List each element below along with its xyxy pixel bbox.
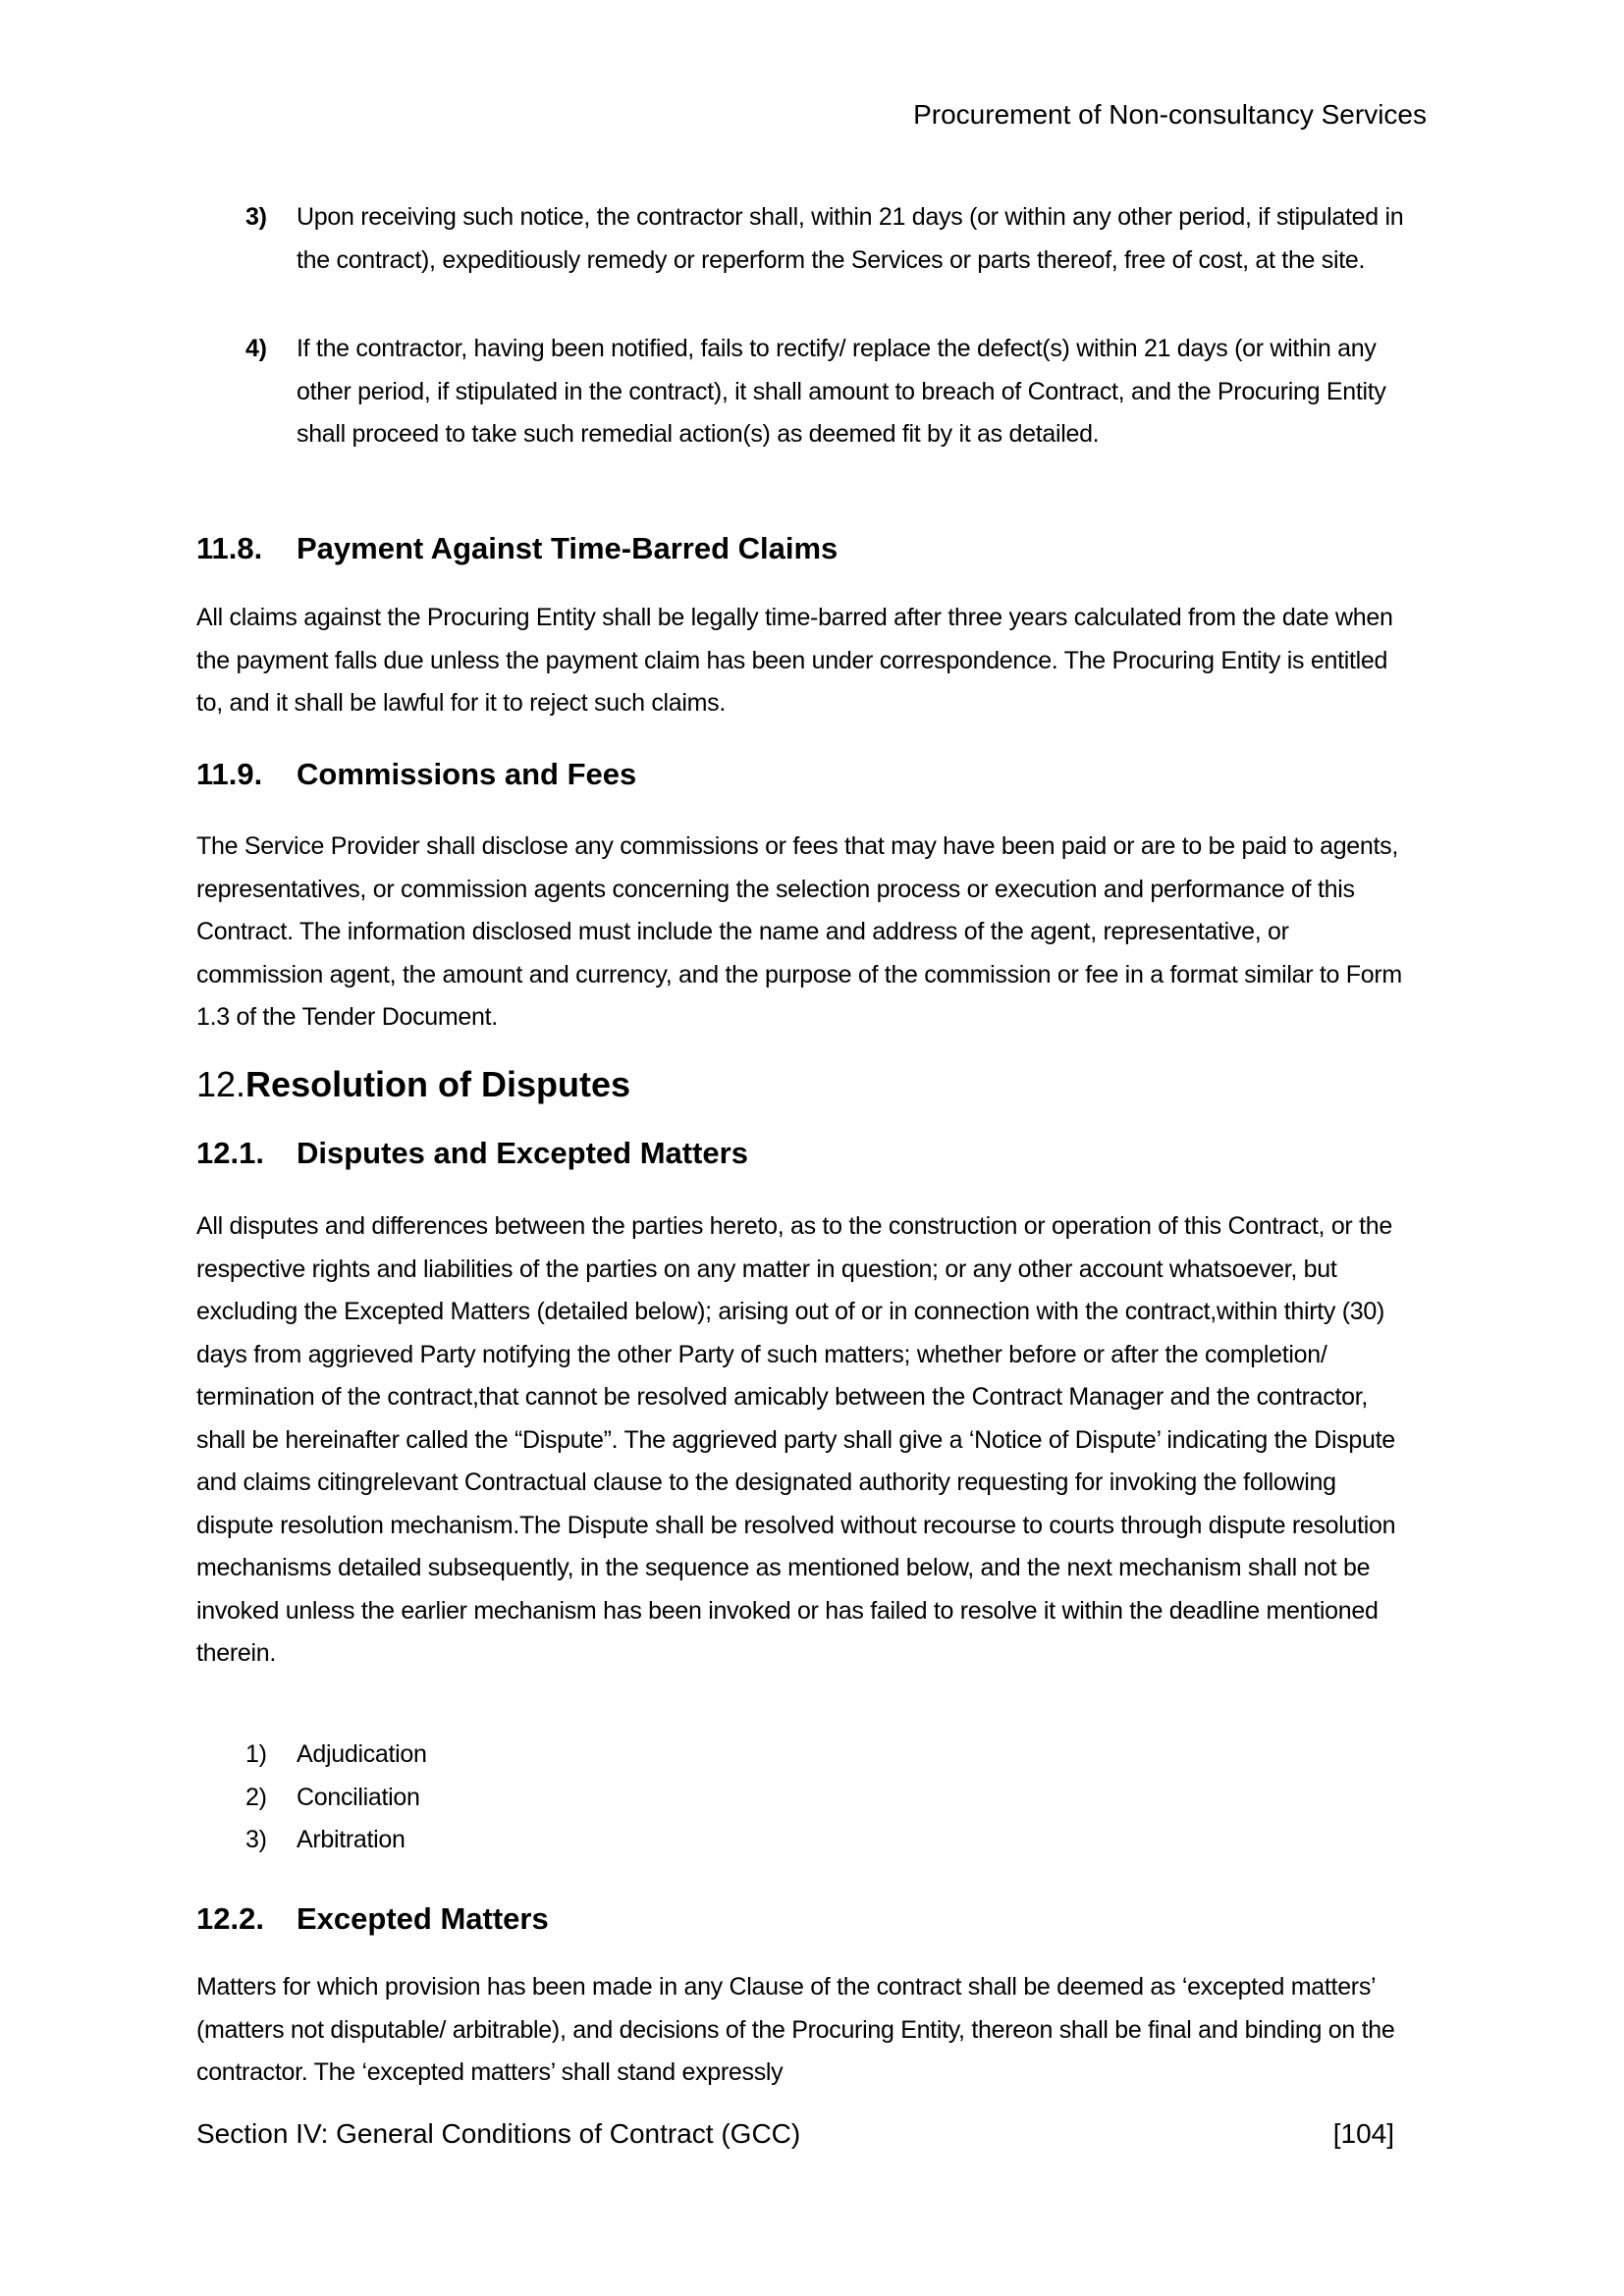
list-item-text: Conciliation: [297, 1783, 420, 1811]
list-item-marker: 3): [245, 1826, 267, 1853]
list-item-3: [245, 196, 1416, 282]
list-item-text: If the contractor, having been notified, fails to rectify/ replace the defect(s) within 21 days (or within any other period, if stipulated in the contract), it shall amount to breach of Contract, and the Procuring Entity shall proceed to take such remedial action(s) as deemed fit by it as detailed.: [297, 335, 1386, 448]
section-12-2-paragraph: Matters for which provision has been made in any Clause of the contract shall be deemed as ‘excepted matters’ (matters not disputable/ arbitrable), and decisions of the Procuring Entity, thereon shall be final and binding on the contractor. The ‘excepted matters’ shall stand expressly: [196, 1973, 1395, 2086]
page-footer: [196, 2116, 1394, 2152]
footer-section-label: Section IV: General Conditions of Contract (GCC): [196, 2118, 801, 2149]
list-item-text: Adjudication: [297, 1740, 427, 1768]
list-item-marker: 2): [245, 1783, 267, 1811]
list-item-arbitration: [245, 1819, 1416, 1862]
section-title: Payment Against Time-Barred Claims: [297, 531, 839, 565]
section-heading-11-9: [196, 756, 1414, 793]
section-number: 12.2.: [196, 1901, 264, 1936]
chapter-number: 12.: [196, 1064, 246, 1104]
section-number: 12.1.: [196, 1136, 264, 1170]
list-item-marker: 3): [245, 203, 267, 231]
page-header: [196, 98, 1427, 132]
list-item-marker: 4): [245, 335, 267, 362]
page-header-title: Procurement of Non-consultancy Services: [913, 99, 1427, 130]
section-heading-12-1: [196, 1135, 1414, 1172]
list-item-text: Upon receiving such notice, the contractor shall, within 21 days (or within any other period, if stipulated in the contract), expeditiously remedy or reperform the Services or parts thereof, free of cost, at the site.: [297, 203, 1404, 274]
section-number: 11.9.: [196, 757, 263, 791]
list-item-conciliation: [245, 1777, 1416, 1820]
list-item-adjudication: [245, 1734, 1416, 1777]
list-item-4: [245, 328, 1416, 456]
section-title: Excepted Matters: [297, 1901, 549, 1936]
section-heading-12-2: [196, 1900, 1414, 1938]
section-11-8-paragraph: All claims against the Procuring Entity shall be legally time-barred after three years calculated from the date when the payment falls due unless the payment claim has been under correspondence. The Procuring Entity is entitled to, and it shall be lawful for it to reject such claims.: [196, 604, 1393, 717]
section-title: Commissions and Fees: [297, 757, 637, 791]
section-12-1-paragraph: All disputes and differences between the parties hereto, as to the construction or operation of this Contract, or the respective rights and liabilities of the parties on any matter in question; or any other account whatsoever, but excluding the Excepted Matters (detailed below); arising out of or in connection with the contract,within thirty (30) days from aggrieved Party notifying the other Party of such matters; whether before or after the completion/ termination of the contract,that cannot be resolved amicably between the Contract Manager and the contractor, shall be hereinafter called the “Dispute”. The aggrieved party shall give a ‘Notice of Dispute’ indicating the Dispute and claims citingrelevant Contractual clause to the designated authority requesting for invoking the following dispute resolution mechanism.The Dispute shall be resolved without recourse to courts through dispute resolution mechanisms detailed subsequently, in the sequence as mentioned below, and the next mechanism shall not be invoked unless the earlier mechanism has been invoked or has failed to resolve it within the deadline mentioned therein.: [196, 1212, 1396, 1667]
section-11-9-paragraph: The Service Provider shall disclose any commissions or fees that may have been paid or are to be paid to agents, representatives, or commission agents concerning the selection process or execution and performance of this Contract. The information disclosed must include the name and address of the agent, representative, or commission agent, the amount and currency, and the purpose of the commission or fee in a format similar to Form 1.3 of the Tender Document.: [196, 832, 1402, 1031]
section-number: 11.8.: [196, 531, 263, 565]
chapter-heading-12: [196, 1063, 1414, 1106]
mechanism-list: [245, 1734, 1416, 1862]
section-title: Disputes and Excepted Matters: [297, 1136, 748, 1170]
section-heading-11-8: [196, 530, 1414, 567]
list-item-text: Arbitration: [297, 1826, 406, 1853]
footer-page-number: [104]: [1332, 2118, 1394, 2149]
list-item-marker: 1): [245, 1740, 267, 1768]
chapter-title: Resolution of Disputes: [245, 1064, 631, 1104]
